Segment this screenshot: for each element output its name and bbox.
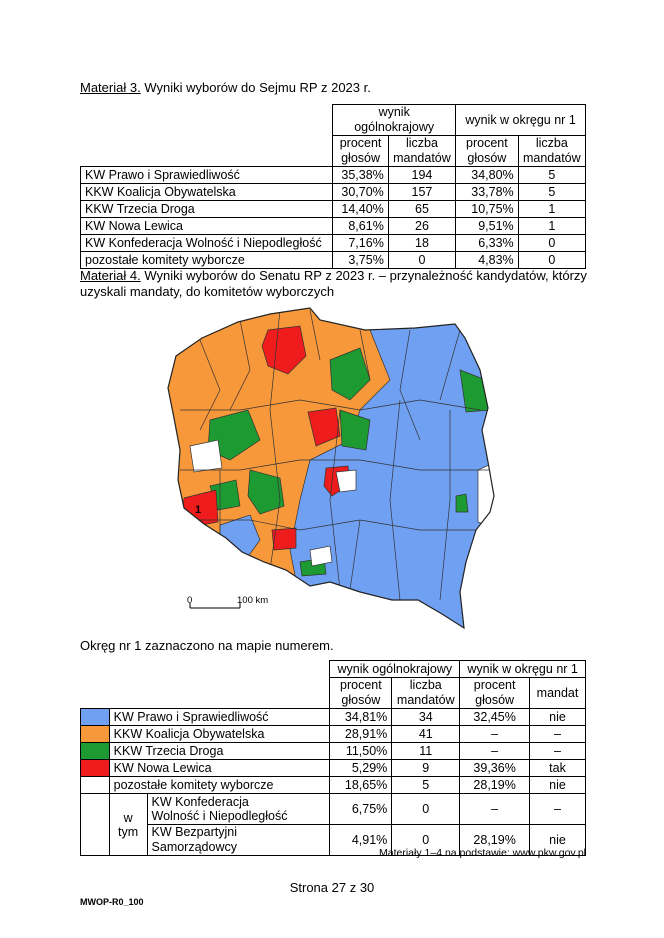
district-seats: 1 — [518, 201, 585, 218]
table-row — [81, 184, 586, 201]
senate-map — [160, 300, 500, 630]
district-seats: 1 — [518, 218, 585, 235]
district-pct: 9,51% — [456, 218, 519, 235]
district-seats: 5 — [518, 184, 585, 201]
map-region-other-2 — [336, 470, 356, 492]
vote-pct: 8,61% — [333, 218, 389, 235]
district-mandate: tak — [530, 760, 586, 777]
vote-pct: 4,91% — [330, 825, 392, 856]
committee-name: KKW Koalicja Obywatelska — [109, 726, 330, 743]
district-mandate: – — [530, 726, 586, 743]
table-row — [81, 794, 586, 825]
seat-count: 194 — [388, 167, 455, 184]
district-mandate: – — [530, 743, 586, 760]
header-pct: procent głosów — [330, 678, 392, 709]
district-pct: 4,83% — [456, 252, 519, 269]
district-pct: – — [460, 743, 530, 760]
header-district-pct: procent głosów — [456, 136, 519, 167]
committee-name: KW Prawo i Sprawiedliwość — [81, 167, 333, 184]
scale-zero: 0 — [187, 595, 193, 606]
header-district: wynik w okręgu nr 1 — [460, 661, 586, 678]
district-pct: 6,33% — [456, 235, 519, 252]
material3-heading — [80, 80, 371, 96]
senate-results-table — [80, 660, 586, 856]
header-national: wynik ogólnokrajowy — [333, 105, 456, 136]
material3-label: Materiał 3. — [80, 80, 141, 95]
header-district-seats: liczba mandatów — [518, 136, 585, 167]
seat-count: 0 — [388, 252, 455, 269]
district-pct: 33,78% — [456, 184, 519, 201]
district-pct: 28,19% — [460, 825, 530, 856]
committee-name: KKW Koalicja Obywatelska — [81, 184, 333, 201]
seat-count: 0 — [392, 794, 460, 825]
district-1-label: 1 — [195, 504, 202, 516]
table-row — [81, 777, 586, 794]
district-pct: – — [460, 726, 530, 743]
seat-count: 157 — [388, 184, 455, 201]
committee-name: KW Konfederacja Wolność i Niepodległość — [81, 235, 333, 252]
district-seats: 0 — [518, 252, 585, 269]
header-seats: liczba mandatów — [392, 678, 460, 709]
header-mandate: mandat — [530, 678, 586, 709]
document-code: MWOP-R0_100 — [80, 897, 144, 907]
district-pct: 10,75% — [456, 201, 519, 218]
table-row — [81, 201, 586, 218]
district-seats: 5 — [518, 167, 585, 184]
map-region-other-1 — [190, 440, 222, 472]
committee-name: KW Nowa Lewica — [109, 760, 330, 777]
material3-title: Wyniki wyborów do Sejmu RP z 2023 r. — [144, 80, 371, 95]
table-row — [81, 726, 586, 743]
district-mandate: nie — [530, 777, 586, 794]
material4-label: Materiał 4. — [80, 268, 141, 283]
header-seats: liczba mandatów — [388, 136, 455, 167]
seat-count: 18 — [388, 235, 455, 252]
vote-pct: 14,40% — [333, 201, 389, 218]
page-number: Strona 27 z 30 — [289, 880, 375, 895]
table-row — [81, 709, 586, 726]
seat-count: 11 — [392, 743, 460, 760]
material4-title: Wyniki wyborów do Senatu RP z 2023 r. – przynależność kandydatów, którzy uzyskali mandaty, do komitetów wyborczych — [80, 268, 587, 299]
vote-pct: 11,50% — [330, 743, 392, 760]
committee-name: pozostałe komitety wyborcze — [81, 252, 333, 269]
table-row — [81, 252, 586, 269]
legend-swatch-pis — [81, 709, 110, 726]
header-district: wynik w okręgu nr 1 — [456, 105, 586, 136]
legend-swatch-other — [81, 777, 110, 794]
district-mandate: – — [530, 794, 586, 825]
vote-pct: 28,91% — [330, 726, 392, 743]
header-district-pct: procent głosów — [460, 678, 530, 709]
district-pct: 34,80% — [456, 167, 519, 184]
of-which-label: w tym — [109, 794, 147, 856]
committee-name: KW Nowa Lewica — [81, 218, 333, 235]
district-seats: 0 — [518, 235, 585, 252]
district-pct: 39,36% — [460, 760, 530, 777]
scale-label: 100 km — [237, 595, 269, 606]
seat-count: 41 — [392, 726, 460, 743]
seat-count: 34 — [392, 709, 460, 726]
district-pct: – — [460, 794, 530, 825]
district-mandate: nie — [530, 709, 586, 726]
committee-name: pozostałe komitety wyborcze — [109, 777, 330, 794]
table-row — [81, 218, 586, 235]
vote-pct: 3,75% — [333, 252, 389, 269]
seat-count: 5 — [392, 777, 460, 794]
vote-pct: 5,29% — [330, 760, 392, 777]
vote-pct: 34,81% — [330, 709, 392, 726]
seat-count: 26 — [388, 218, 455, 235]
committee-name: KW Konfederacja Wolność i Niepodległość — [147, 794, 330, 825]
source-note: Materiały 1–4 na podstawie: www.pkw.gov.pl — [379, 847, 586, 859]
seat-count: 65 — [388, 201, 455, 218]
table-row — [81, 235, 586, 252]
committee-name: KW Prawo i Sprawiedliwość — [109, 709, 330, 726]
vote-pct: 35,38% — [333, 167, 389, 184]
legend-swatch-td — [81, 743, 110, 760]
header-national: wynik ogólnokrajowy — [330, 661, 460, 678]
table-row — [81, 167, 586, 184]
table-row — [81, 760, 586, 777]
map-region-other-4 — [310, 546, 332, 566]
committee-name: KW Bezpartyjni Samorządowcy — [147, 825, 330, 856]
district-mandate: nie — [530, 825, 586, 856]
district-pct: 32,45% — [460, 709, 530, 726]
map-note: Okręg nr 1 zaznaczono na mapie numerem. — [80, 638, 334, 653]
district-pct: 28,19% — [460, 777, 530, 794]
vote-pct: 7,16% — [333, 235, 389, 252]
committee-name: KKW Trzecia Droga — [81, 201, 333, 218]
committee-name: KKW Trzecia Droga — [109, 743, 330, 760]
legend-swatch-other-cont — [81, 794, 110, 856]
seat-count: 0 — [392, 825, 460, 856]
table-row — [81, 743, 586, 760]
sejm-results-table — [80, 104, 586, 269]
material4-heading — [80, 268, 590, 300]
legend-swatch-nl — [81, 760, 110, 777]
seat-count: 9 — [392, 760, 460, 777]
vote-pct: 6,75% — [330, 794, 392, 825]
header-pct: procent głosów — [333, 136, 389, 167]
vote-pct: 30,70% — [333, 184, 389, 201]
vote-pct: 18,65% — [330, 777, 392, 794]
map-region-td-8 — [456, 494, 468, 512]
legend-swatch-ko — [81, 726, 110, 743]
